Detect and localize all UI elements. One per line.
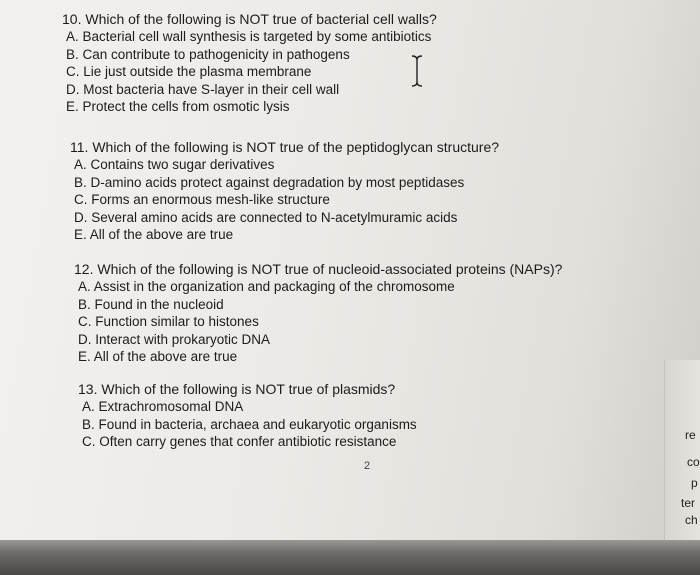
question-text: 10. Which of the following is NOT true of bacterial cell walls? [62,11,437,27]
question-12 [74,260,562,366]
question-text: 13. Which of the following is NOT true of plasmids? [78,381,396,397]
option-e: E. All of the above are true [78,349,238,364]
side-text-fragment: re [685,428,696,442]
option-a: A. Assist in the organization and packaging of the chromosome [78,279,455,294]
option-c: C. Function similar to histones [78,314,259,329]
option-a: A. Extrachromosomal DNA [82,399,244,414]
option-a: A. Bacterial cell wall synthesis is targeted by some antibiotics [66,29,432,44]
option-b: B. D-amino acids protect against degradation by most peptidases [74,174,465,190]
option-d: D. Most bacteria have S-layer in their cell wall [66,81,340,97]
option-b: B. Found in bacteria, archaea and eukaryotic organisms [82,416,417,432]
option-b: B. Found in the nucleoid [78,296,224,312]
paper-bottom-shadow [0,540,700,575]
option-a: A. Contains two sugar derivatives [74,157,275,172]
option-c: C. Forms an enormous mesh-like structure [74,192,330,207]
option-e: E. Protect the cells from osmotic lysis [66,99,290,114]
side-text-fragment: ch [685,513,698,527]
page-number: 2 [364,460,371,472]
side-text-fragment: ter [681,496,696,510]
question-10 [62,10,437,116]
side-text-fragment: co [687,455,700,469]
question-text: 11. Which of the following is NOT true of the peptidoglycan structure? [70,139,500,155]
question-text: 12. Which of the following is NOT true of nucleoid-associated proteins (NAPs)? [74,261,563,277]
option-d: D. Interact with prokaryotic DNA [78,331,271,347]
option-e: E. All of the above are true [74,227,234,242]
adjacent-page-edge [664,360,700,540]
question-11 [70,138,499,244]
question-13 [78,380,417,451]
option-d: D. Several amino acids are connected to N-acetylmuramic acids [74,209,458,225]
option-b: B. Can contribute to pathogenicity in pathogens [66,46,350,62]
option-c: C. Often carry genes that confer antibiotic resistance [82,434,397,449]
option-c: C. Lie just outside the plasma membrane [66,64,312,79]
side-text-fragment: p [691,476,698,490]
text-cursor-icon [410,55,424,87]
